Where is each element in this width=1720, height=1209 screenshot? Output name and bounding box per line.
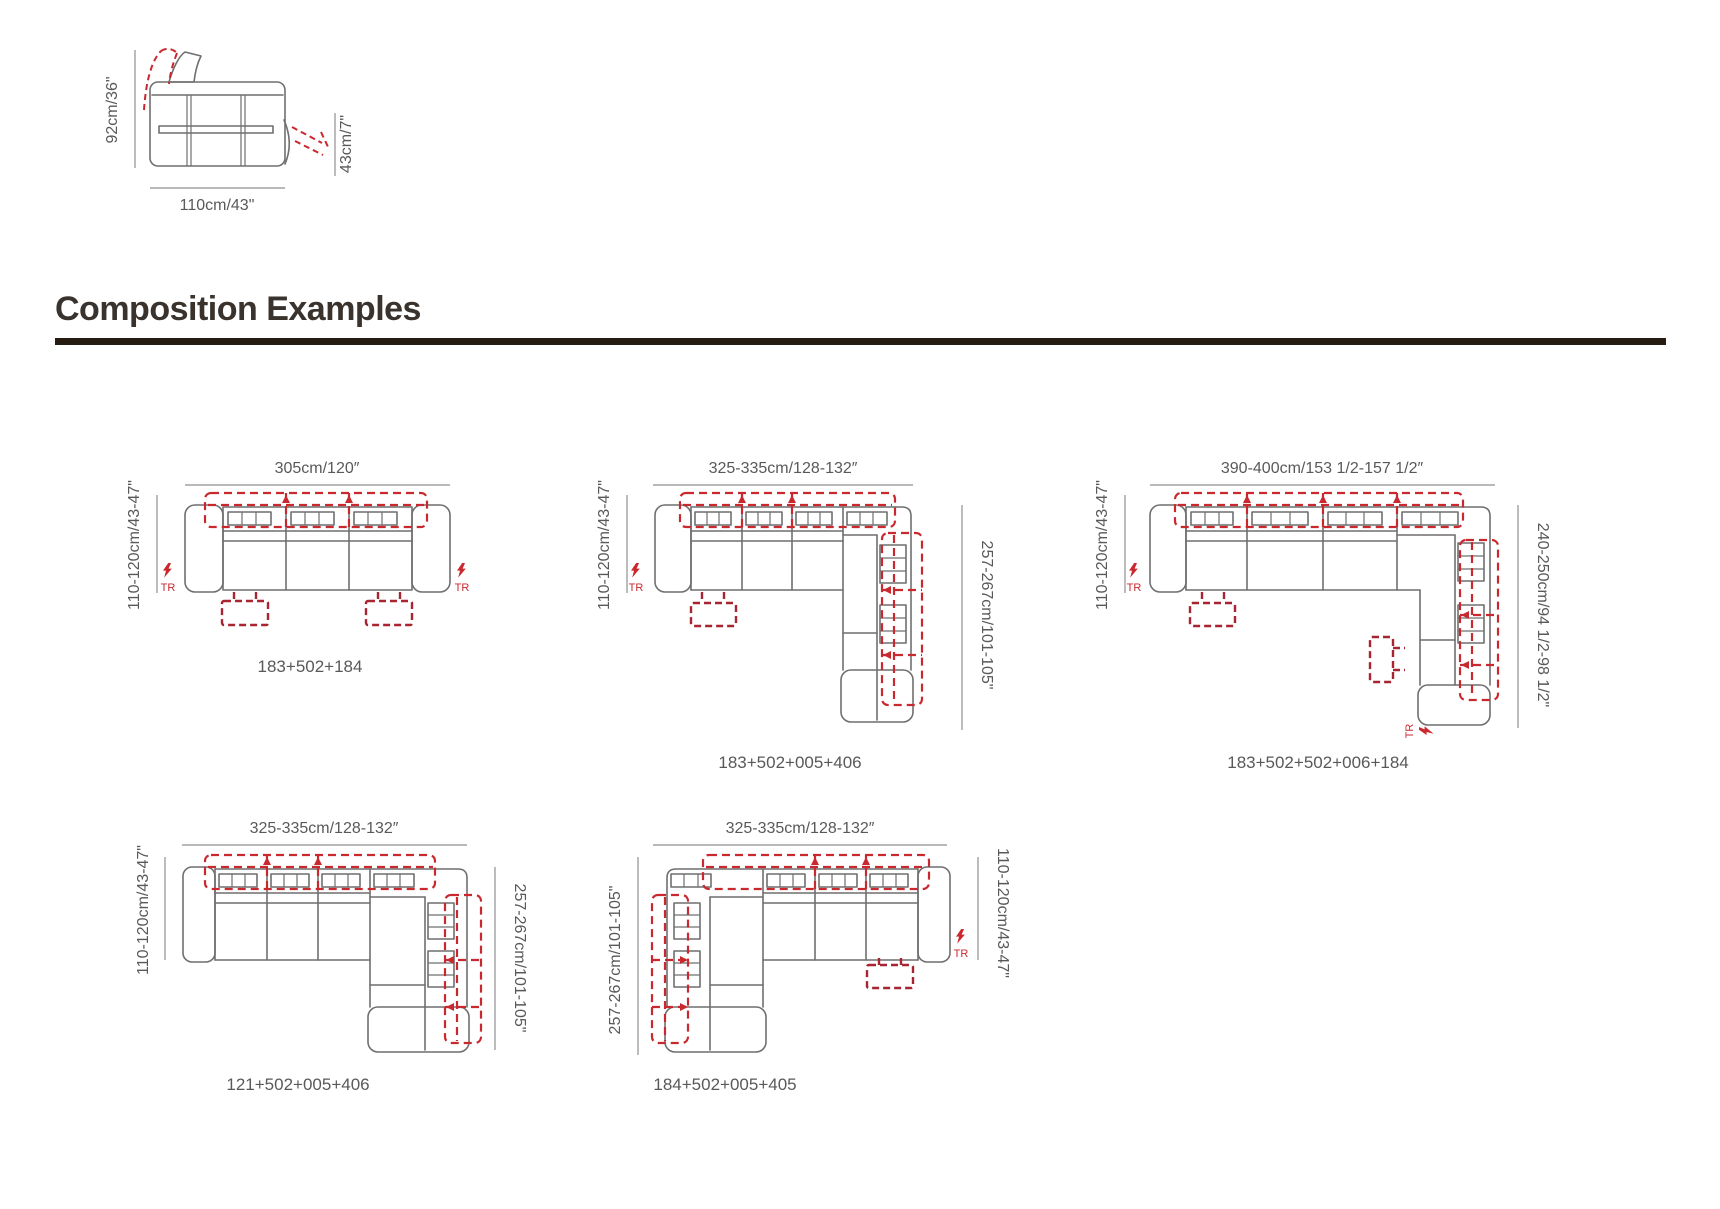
sofa-outline	[185, 505, 450, 592]
lightning-icon	[457, 563, 466, 578]
lightning-icon	[1419, 726, 1434, 735]
dim-left-label: 110-120cm/43-47"	[126, 480, 143, 610]
dim-right-label: 110-120cm/43-47"	[994, 848, 1011, 978]
composition-4-diagram	[120, 745, 560, 1095]
svg-text:TR: TR	[160, 582, 176, 594]
lightning-icon	[631, 563, 640, 578]
composition-code: 183+502+184	[257, 657, 363, 676]
headrest-recline-overlay	[1175, 493, 1463, 527]
power-recliner-icon	[1127, 563, 1142, 594]
composition-1-diagram	[115, 415, 535, 685]
sofa-side-view-diagram	[95, 28, 375, 228]
svg-text:TR: TR	[953, 948, 969, 960]
sofa-side-outline	[150, 52, 289, 166]
headrest-recline-overlay-vertical	[1460, 540, 1498, 700]
composition-3-diagram	[985, 415, 1605, 785]
svg-text:TR: TR	[628, 582, 644, 594]
headrest-recline-overlay-vertical	[652, 895, 688, 1043]
power-recliner-icon	[161, 563, 176, 594]
power-recliner-icon	[954, 929, 969, 960]
composition-code: 183+502+005+406	[718, 753, 862, 772]
svg-text:TR: TR	[454, 582, 470, 594]
footrest-extended-indicator	[222, 592, 412, 625]
headrest-recline-overlay	[680, 493, 895, 527]
lightning-icon	[163, 563, 172, 578]
dim-left-label: 257-267cm/101-105"	[607, 885, 624, 1035]
dim-left-label: 110-120cm/43-47"	[135, 845, 152, 975]
composition-code: 183+502+502+006+184	[1227, 753, 1409, 772]
composition-5-diagram	[555, 745, 1055, 1095]
title-underline	[55, 338, 1666, 345]
dim-top-label: 325-335cm/128-132″	[725, 820, 875, 837]
footrest-extended-indicator	[1190, 592, 1405, 682]
page-title: Composition Examples	[55, 290, 421, 328]
headrest-recline-overlay-vertical	[882, 533, 922, 705]
lightning-icon	[1129, 563, 1138, 578]
sofa-outline	[665, 867, 950, 1052]
dim-right-label: 257-267cm/101-105"	[511, 883, 528, 1033]
dim-left-label: 110-120cm/43-47"	[596, 480, 613, 610]
power-recliner-icon	[455, 563, 470, 594]
sofa-outline	[655, 505, 913, 722]
dim-right-label: 240-250cm/94 1/2-98 1/2"	[1534, 522, 1551, 708]
sofa-outline	[1150, 505, 1490, 725]
dim-right-label: 257-267cm/101-105"	[978, 540, 995, 690]
headrest-recline-overlay	[205, 493, 427, 527]
headrest-recline-overlay	[703, 855, 929, 889]
composition-2-diagram	[530, 415, 1010, 780]
side-width-label: 110cm/43"	[179, 197, 255, 214]
dim-top-label: 390-400cm/153 1/2-157 1/2″	[1220, 460, 1424, 477]
svg-text:TR: TR	[1126, 582, 1142, 594]
lightning-icon	[956, 929, 965, 944]
composition-code: 121+502+005+406	[226, 1075, 370, 1094]
power-recliner-icon	[1404, 724, 1434, 739]
dim-top-label: 305cm/120″	[274, 460, 360, 477]
dim-top-label: 325-335cm/128-132″	[708, 460, 858, 477]
power-recliner-icon	[629, 563, 644, 594]
dim-top-label: 325-335cm/128-132″	[249, 820, 399, 837]
dim-left-label: 110-120cm/43-47"	[1094, 480, 1111, 610]
svg-text:TR: TR	[1404, 723, 1416, 739]
side-height-label: 92cm/36"	[104, 76, 121, 144]
composition-code: 184+502+005+405	[653, 1075, 797, 1094]
side-footrest-label: 43cm/7"	[338, 114, 355, 174]
footrest-extended-indicator	[691, 592, 736, 626]
footrest-extended-indicator	[867, 958, 913, 988]
sofa-outline	[183, 867, 469, 1052]
recline-motion-overlay	[144, 49, 329, 155]
headrest-recline-overlay-vertical	[445, 895, 481, 1043]
